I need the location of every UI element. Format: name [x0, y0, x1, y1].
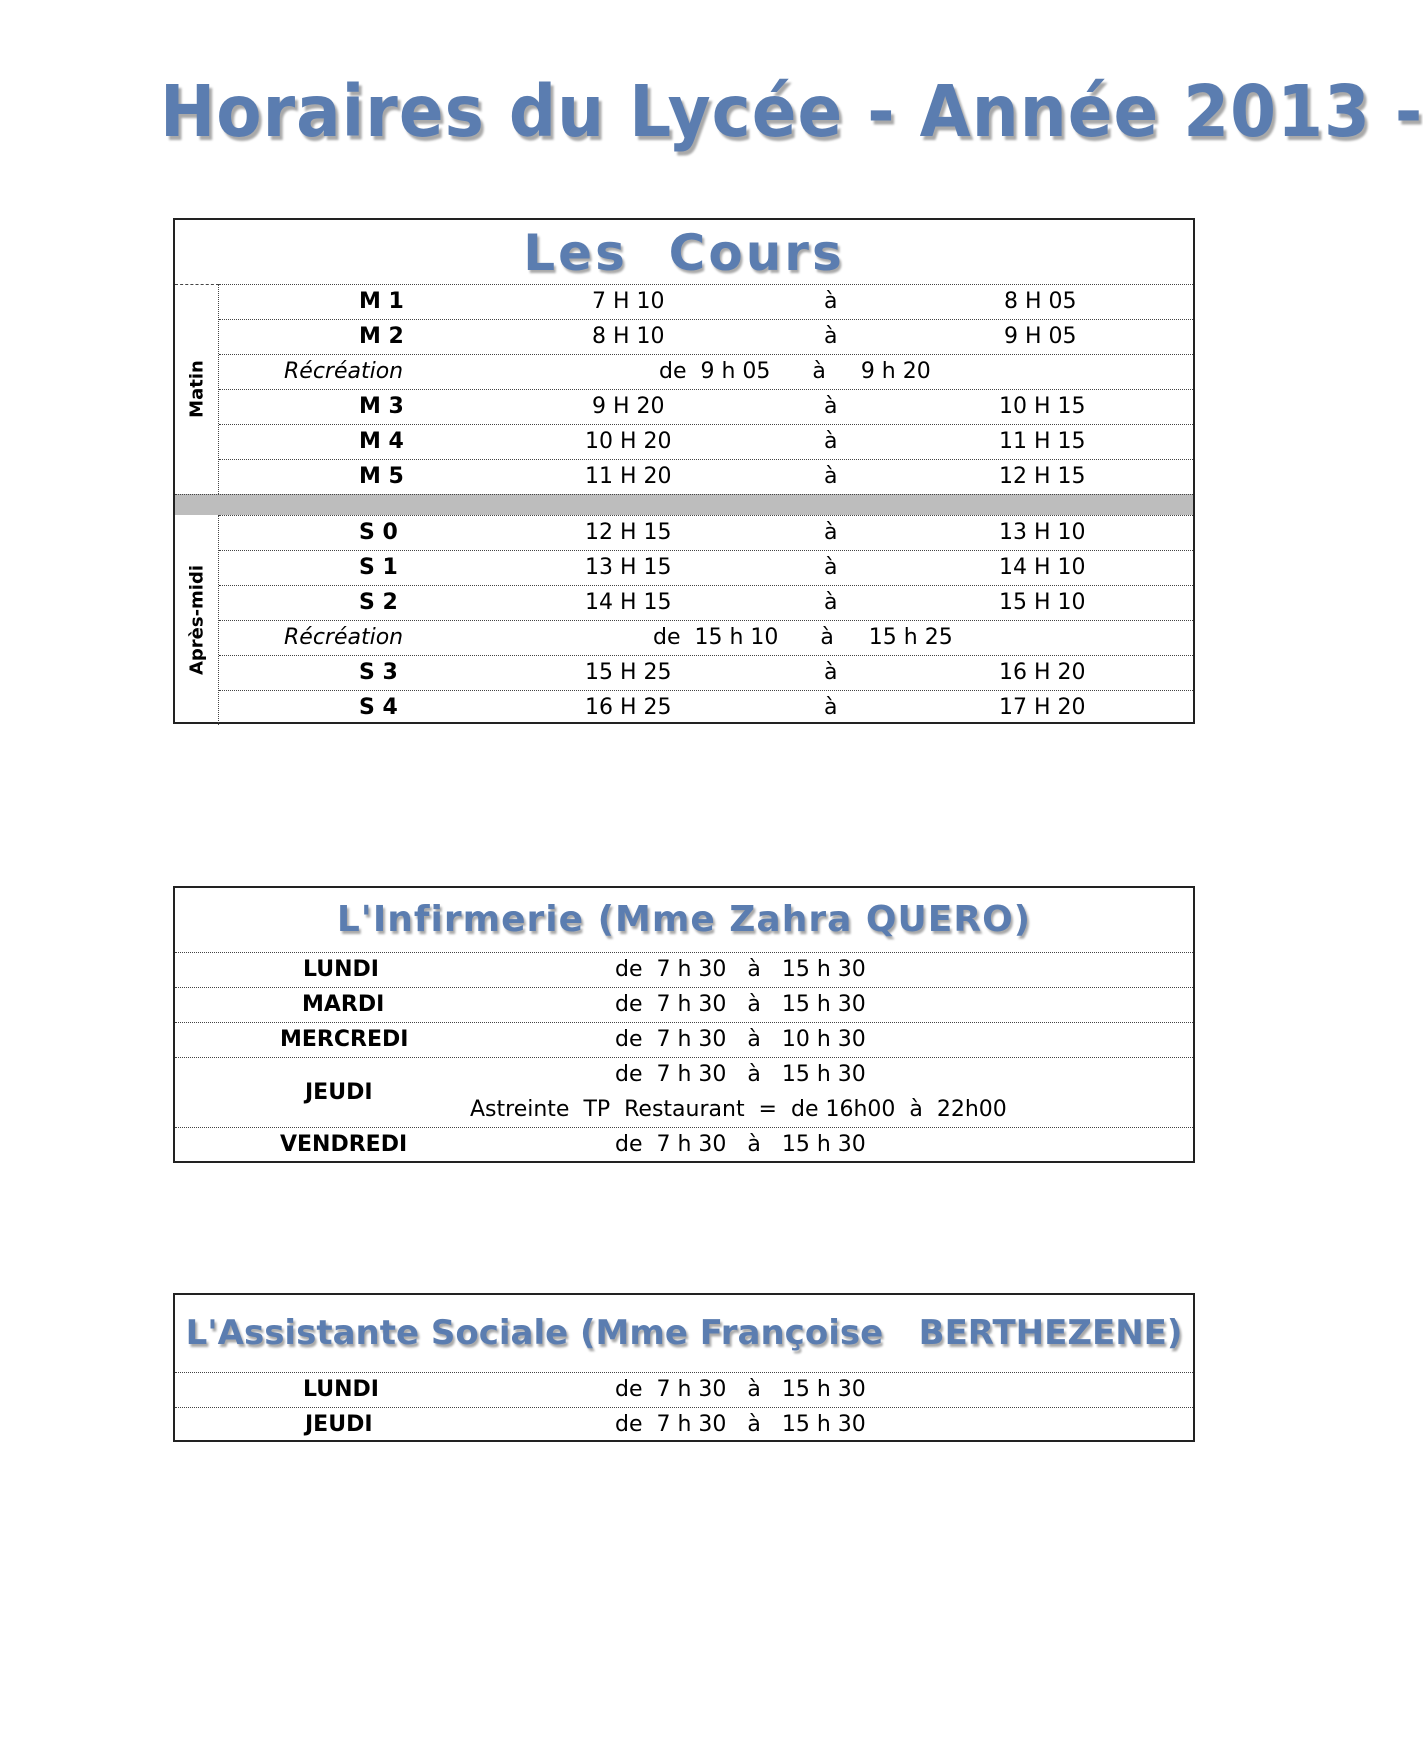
schedule-row [175, 1372, 1193, 1407]
slot-sep: à [824, 520, 838, 545]
break-row [219, 354, 1193, 389]
break-label: Récréation [284, 359, 404, 384]
slot-label: S 4 [359, 695, 398, 720]
slot-start: 8 H 10 [592, 324, 665, 349]
course-row [219, 424, 1193, 459]
day-hours: de 7 h 30 à 15 h 30 [615, 1132, 866, 1157]
schedule-row [175, 1407, 1193, 1442]
schedule-row [175, 1057, 1193, 1127]
slot-start: 14 H 15 [585, 590, 672, 615]
group-matin [175, 284, 1193, 494]
slot-start: 12 H 15 [585, 520, 672, 545]
slot-sep: à [824, 394, 838, 419]
day-hours: de 7 h 30 à 15 h 30 [615, 992, 866, 1017]
section-separator [175, 494, 1193, 515]
course-row [219, 585, 1193, 620]
day-extra: Astreinte TP Restaurant = de 16h00 à 22h00 [470, 1097, 1007, 1122]
slot-end: 16 H 20 [999, 660, 1086, 685]
break-row [219, 620, 1193, 655]
slot-label: S 2 [359, 590, 398, 615]
schedule-row [175, 1127, 1193, 1162]
slot-sep: à [824, 324, 838, 349]
slot-start: 13 H 15 [585, 555, 672, 580]
slot-sep: à [824, 429, 838, 454]
day-label: MERCREDI [280, 1027, 409, 1052]
slot-start: 16 H 25 [585, 695, 672, 720]
slot-label: M 3 [359, 394, 404, 419]
course-row [219, 389, 1193, 424]
slot-start: 11 H 20 [585, 464, 672, 489]
day-hours: de 7 h 30 à 15 h 30 [615, 1062, 866, 1087]
slot-start: 15 H 25 [585, 660, 672, 685]
break-hours: de 15 h 10 à 15 h 25 [653, 625, 953, 650]
slot-label: M 5 [359, 464, 404, 489]
group-label-apres-midi: Après-midi [186, 564, 207, 676]
slot-sep: à [824, 660, 838, 685]
slot-end: 9 H 05 [1004, 324, 1077, 349]
course-row [219, 550, 1193, 585]
slot-label: M 1 [359, 289, 404, 314]
day-label: MARDI [302, 992, 385, 1017]
slot-sep: à [824, 464, 838, 489]
day-label: LUNDI [303, 957, 379, 982]
slot-sep: à [824, 555, 838, 580]
slot-label: M 2 [359, 324, 404, 349]
break-hours: de 9 h 05 à 9 h 20 [659, 359, 931, 384]
cours-table [173, 218, 1195, 724]
assistante-table [173, 1293, 1195, 1442]
slot-sep: à [824, 590, 838, 615]
slot-start: 10 H 20 [585, 429, 672, 454]
course-row [219, 690, 1193, 725]
day-label: LUNDI [303, 1377, 379, 1402]
slot-label: S 0 [359, 520, 398, 545]
side-label-cell [175, 284, 219, 494]
cours-heading: Les Cours [523, 224, 845, 282]
slot-start: 9 H 20 [592, 394, 665, 419]
slot-end: 13 H 10 [999, 520, 1086, 545]
course-row [219, 319, 1193, 354]
side-label-cell [175, 515, 219, 725]
slot-sep: à [824, 289, 838, 314]
slot-label: S 3 [359, 660, 398, 685]
day-hours: de 7 h 30 à 15 h 30 [615, 957, 866, 982]
infirmerie-table [173, 886, 1195, 1163]
day-label: JEUDI [305, 1412, 373, 1437]
day-hours: de 7 h 30 à 10 h 30 [615, 1027, 866, 1052]
course-row [219, 459, 1193, 494]
slot-end: 17 H 20 [999, 695, 1086, 720]
page-title: Horaires du Lycée - Année 2013 - [160, 70, 1423, 154]
schedule-row [175, 987, 1193, 1022]
day-hours: de 7 h 30 à 15 h 30 [615, 1377, 866, 1402]
course-row [219, 284, 1193, 319]
day-label: JEUDI [305, 1080, 373, 1105]
group-label-matin: Matin [186, 360, 207, 418]
slot-end: 8 H 05 [1004, 289, 1077, 314]
slot-end: 14 H 10 [999, 555, 1086, 580]
slot-end: 11 H 15 [999, 429, 1086, 454]
slot-end: 10 H 15 [999, 394, 1086, 419]
schedule-row [175, 1022, 1193, 1057]
slot-start: 7 H 10 [592, 289, 665, 314]
break-label: Récréation [284, 625, 404, 650]
assistante-heading: L'Assistante Sociale (Mme Françoise BERTHEZENE) [185, 1313, 1183, 1353]
infirmerie-heading: L'Infirmerie (Mme Zahra QUERO) [336, 899, 1032, 940]
slot-label: M 4 [359, 429, 404, 454]
course-row [219, 655, 1193, 690]
slot-label: S 1 [359, 555, 398, 580]
course-row [219, 515, 1193, 550]
slot-end: 15 H 10 [999, 590, 1086, 615]
group-apres-midi [175, 515, 1193, 725]
slot-sep: à [824, 695, 838, 720]
day-hours: de 7 h 30 à 15 h 30 [615, 1412, 866, 1437]
slot-end: 12 H 15 [999, 464, 1086, 489]
day-label: VENDREDI [280, 1132, 408, 1157]
schedule-row [175, 952, 1193, 987]
